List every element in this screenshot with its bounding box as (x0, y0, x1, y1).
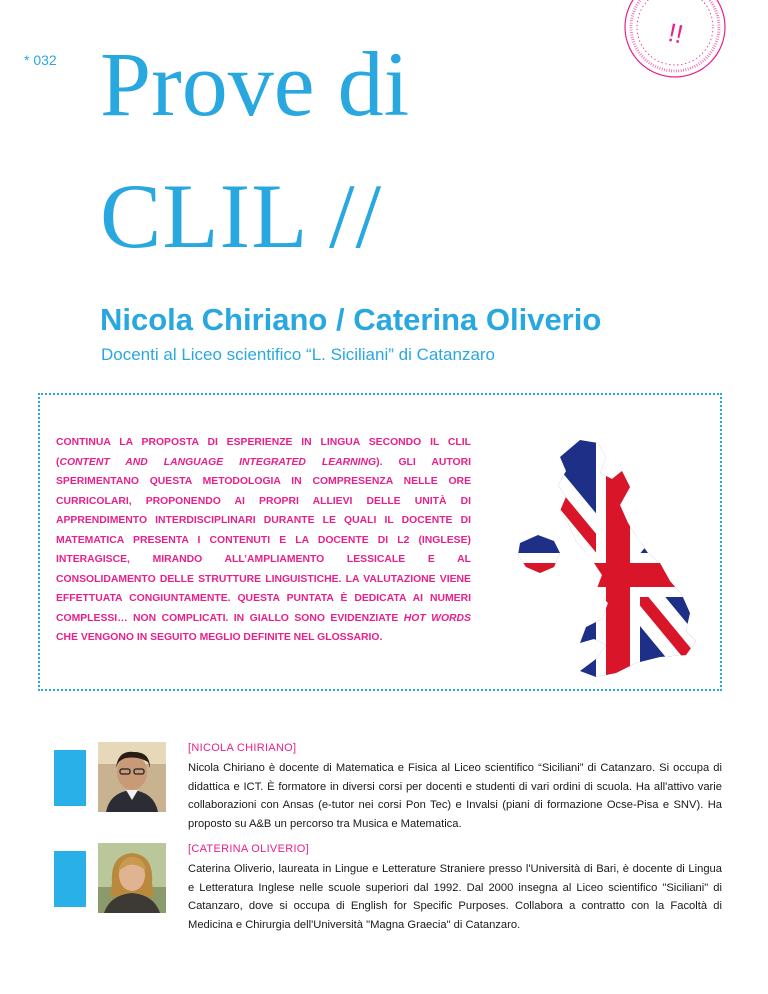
portrait-photo-icon (98, 843, 166, 913)
bio-name-nicola: [NICOLA CHIRIANO] (188, 742, 297, 754)
bio-text-nicola: Nicola Chiriano è docente di Matematica e Fisica al Liceo scientifico “Siciliani” di Catanzaro. Si occupa di didattica e ICT. È formatore in diversi corsi per docenti e studenti di vari ordini di scuola. Ha all'attivo varie collaborazioni con Ansas (e-tutor nei corsi Pon Tec) e Invalsi (piani di formazione Ocse-Pisa e SNV). Ha proposto su A&B un percorso tra Musica e Matematica. (188, 762, 722, 830)
intro-part-4: HOT WORDS (403, 612, 471, 624)
intro-part-2: CONTENT AND LANGUAGE INTEGRATED LEARNING (59, 456, 377, 468)
bio-name-caterina: [CATERINA OLIVERIO] (188, 843, 310, 855)
subtitle: Docenti al Liceo scientifico “L. Siciliani” di Catanzaro (101, 345, 496, 364)
uk-flag-map-icon (510, 435, 710, 685)
intro-box (38, 393, 722, 691)
stamp-mark: !! (665, 17, 686, 50)
title-line-1: Prove di (100, 33, 410, 135)
intro-part-3: ). GLI AUTORI SPERIMENTANO QUESTA METODOLOGIA IN COMPRESENZA NELLE ORE CURRICOLARI, PROPONENDO AI PROPRI ALLIEVI DELLE UNITÀ DI APPRENDIMENTO INTERDISCIPLINARI DURANTE LE QUALI IL DOCENTE DI MATEMATICA PRESENTA I CONTENUTI E LA DOCENTE DI L2 (INGLESE) INTERAGISCE, MIRANDO ALL’AMPLIAMENTO LESSICALE E AL CONSOLIDAMENTO DELLE STRUTTURE LINGUISTICHE. LA VALUTAZIONE VIENE EFFETTUATA CONGIUNTAMENTE. QUESTA PUNTATA È DEDICATA AI NUMERI COMPLESSI… NON COMPLICATI. IN GIALLO SONO EVIDENZIATE (56, 456, 471, 624)
intro-text (56, 433, 471, 648)
circular-stamp-icon (620, 0, 730, 82)
intro-part-1: CONTINUA LA PROPOSTA DI ESPERIENZE IN LINGUA SECONDO IL CLIL ( (56, 437, 471, 468)
bio-text-caterina: Caterina Oliverio, laureata in Lingue e Letterature Straniere presso l'Università di Bari, è docente di Lingua e Letteratura Inglese nelle scuole superiori dal 1992. Dal 2000 insegna al Liceo scientifico "Siciliani" di Catanzaro, dove si occupa di English for Specific Purposes. Collabora a contratto con la Facoltà di Medicina e Chirurgia dell'Università "Magna Graecia" di Catanzaro. (188, 863, 722, 931)
blue-bar (54, 750, 86, 806)
title-line-2: CLIL // (100, 165, 383, 267)
portrait-photo-icon (98, 742, 166, 812)
page-number: * 032 (24, 52, 57, 68)
blue-bar (54, 851, 86, 907)
intro-part-5: CHE VENGONO IN SEGUITO MEGLIO DEFINITE NEL GLOSSARIO. (56, 632, 383, 643)
authors: Nicola Chiriano / Caterina Oliverio (100, 302, 602, 337)
